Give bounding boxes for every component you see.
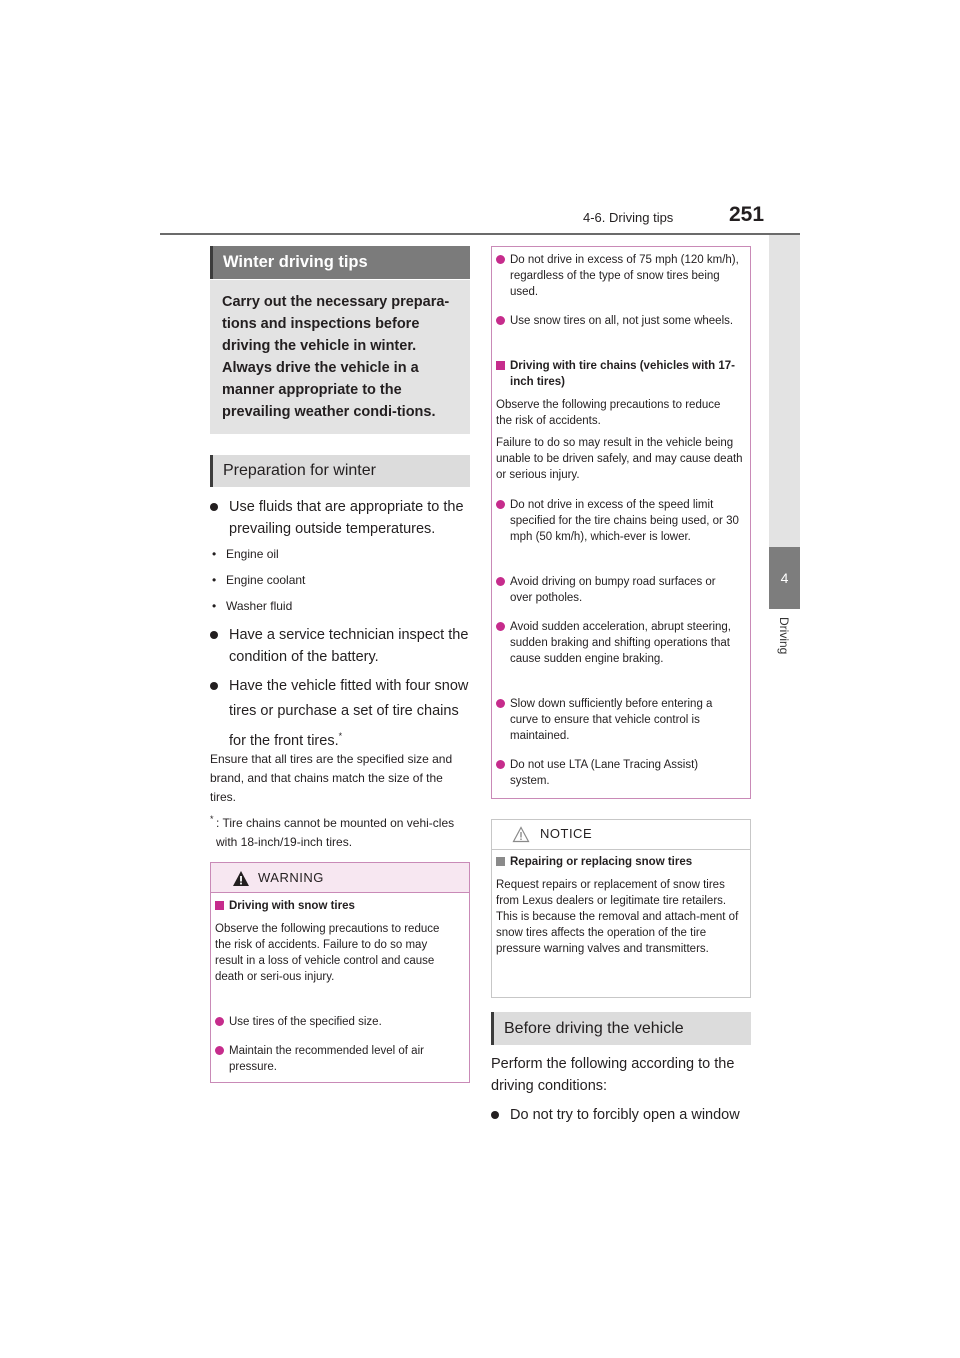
bullet-battery-text: Have a service technician inspect the condition of the battery. — [229, 627, 469, 665]
bullet-dot-icon — [210, 503, 218, 511]
bullet-window-text: Do not try to forcibly open a window — [510, 1107, 740, 1123]
chains-item-text: Do not use LTA (Lane Tracing Assist) system. — [510, 759, 699, 787]
warning-body: Observe the following precautions to reduce the risk of accidents. Failure to do so may result in a loss of vehicle control and cause death or seri-ous injury. — [215, 923, 440, 983]
bullet-dot-icon — [210, 631, 218, 639]
side-tab-label-text: Driving — [777, 617, 791, 655]
notice-box-header — [492, 820, 750, 850]
winter-driving-tips-title — [210, 246, 470, 279]
chains-item — [496, 497, 746, 563]
bullet-dot-icon — [491, 1111, 499, 1119]
bullet-snow-tires-wrap — [229, 674, 474, 754]
warning-item-text: Maintain the recommended level of air pressure. — [229, 1045, 424, 1073]
warning-item — [215, 1014, 465, 1030]
chains-heading-text: Driving with tire chains (vehicles with 17-inch tires) — [510, 360, 735, 388]
sub-bullet-icon: • — [212, 599, 217, 613]
bullet-window — [491, 1104, 755, 1126]
chains-item — [496, 696, 746, 746]
before-driving-intro: Perform the following according to the driving conditions: — [491, 1056, 735, 1094]
before-driving-title — [491, 1012, 751, 1045]
fluid-item — [212, 599, 412, 615]
warning-item — [215, 1043, 465, 1077]
bullet-fluids — [210, 496, 474, 540]
bullet-battery — [210, 624, 474, 668]
chains-paragraph: Observe the following precautions to reduce the risk of accidents. — [496, 399, 721, 427]
chains-item-text: Slow down sufficiently before entering a curve to ensure that vehicle control is maintained. — [510, 698, 713, 742]
preparation-title-text: Preparation for winter — [223, 462, 376, 479]
warning-heading-text: Driving with snow tires — [229, 900, 355, 912]
footnote-mark: * — [210, 814, 214, 824]
side-tab-strip — [769, 235, 800, 547]
ensure-paragraph: Ensure that all tires are the specified size and brand, and that chains match the size of the tires. — [210, 752, 453, 804]
side-tab-number: 4 — [780, 570, 789, 586]
square-bullet-icon — [496, 857, 505, 866]
winter-driving-tips-title-text: Winter driving tips — [223, 253, 368, 271]
pink-bullet-icon — [215, 1017, 224, 1026]
warning-item-text: Use snow tires on all, not just some wheels. — [510, 315, 734, 327]
square-bullet-icon — [496, 361, 505, 370]
pink-bullet-icon — [496, 760, 505, 769]
fluid-item — [212, 547, 412, 563]
footnote-mark: * — [338, 731, 343, 741]
page-number: 251 — [729, 203, 765, 226]
warning-box — [210, 862, 470, 1083]
chains-item — [496, 619, 746, 685]
warning-box-header — [211, 863, 469, 893]
side-tab-label — [769, 617, 800, 677]
warning-item — [496, 313, 746, 347]
chains-item-text: Avoid sudden acceleration, abrupt steering, sudden braking and shifting operations that cause sudden engine braking. — [510, 621, 731, 665]
warning-item — [496, 252, 746, 302]
preparation-title — [210, 455, 470, 487]
warning-title: WARNING — [258, 870, 324, 885]
chains-heading — [496, 358, 746, 392]
pink-bullet-icon — [496, 577, 505, 586]
pink-bullet-icon — [496, 316, 505, 325]
notice-title: NOTICE — [540, 826, 593, 841]
bullet-snow-tires — [210, 674, 474, 749]
bullet-dot-icon — [210, 682, 218, 690]
fluid-item — [212, 573, 412, 589]
chains-item — [496, 574, 746, 608]
pink-bullet-icon — [496, 500, 505, 509]
section-header: 4-6. Driving tips — [583, 210, 674, 225]
pink-bullet-icon — [496, 699, 505, 708]
intro-box: Carry out the necessary prepara-tions and inspections before driving the vehicle in winter. Always drive the vehicle in a manner appropriate to the prevailing weather condi-tions. — [210, 280, 470, 434]
fluid-item-text: Engine oil — [226, 547, 279, 561]
chains-item — [496, 757, 746, 791]
warning-item-text: Do not drive in excess of 75 mph (120 km/h), regardless of the type of snow tires being used. — [510, 254, 739, 298]
pink-bullet-icon — [496, 255, 505, 264]
footnote — [210, 814, 470, 854]
sub-bullet-icon: • — [212, 547, 217, 561]
warning-icon — [232, 870, 250, 887]
square-bullet-icon — [215, 901, 224, 910]
notice-box — [491, 819, 751, 998]
fluid-item-text: Washer fluid — [226, 599, 293, 613]
sub-bullet-icon: • — [212, 573, 217, 587]
before-driving-title-text: Before driving the vehicle — [504, 1019, 684, 1037]
warning-heading — [215, 898, 465, 914]
notice-body: Request repairs or replacement of snow tires from Lexus dealers or legitimate tire retailers. This is because the removal and attach-ment of snow tires affects the operation of the tire pressure warning valves and transmitters. — [496, 879, 739, 955]
warning-item-text: Use tires of the specified size. — [229, 1016, 382, 1028]
pink-bullet-icon — [215, 1046, 224, 1055]
notice-heading — [496, 854, 746, 870]
chains-item-text: Do not drive in excess of the speed limit specified for the tire chains being used, or 30 mph (50 km/h), which-ever is lower. — [510, 499, 739, 543]
chains-item-text: Avoid driving on bumpy road surfaces or over potholes. — [510, 576, 716, 604]
caution-icon — [512, 826, 530, 843]
footnote-text: : Tire chains cannot be mounted on vehi-cles with 18-inch/19-inch tires. — [216, 816, 455, 849]
bullet-fluids-text: Use fluids that are appropriate to the prevailing outside temperatures. — [229, 499, 464, 537]
notice-heading-text: Repairing or replacing snow tires — [510, 856, 693, 868]
pink-bullet-icon — [496, 622, 505, 631]
fluid-item-text: Engine coolant — [226, 573, 306, 587]
bullet-snow-tires-text: Have the vehicle fitted with four snow tires or purchase a set of tire chains for the front tires. — [229, 678, 469, 749]
warning-continued-box — [491, 246, 751, 799]
header-rule — [160, 233, 800, 235]
chains-paragraph: Failure to do so may result in the vehicle being unable to be driven safely, and may cause death or serious injury. — [496, 437, 743, 481]
